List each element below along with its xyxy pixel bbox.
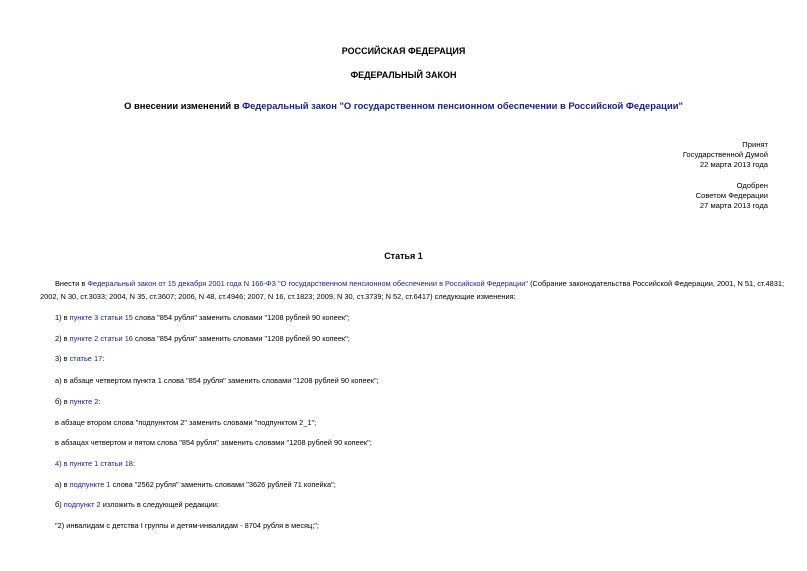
item-4-rest: :	[132, 459, 135, 468]
item-3-prefix: 3) в	[55, 354, 70, 363]
item-4b-link[interactable]: подпункт 2	[63, 500, 101, 509]
accepted-date: 22 марта 2013 года	[699, 160, 768, 169]
item-4b	[55, 500, 219, 509]
document-title-link[interactable]: Федеральный закон "О государственном пенсионном обеспечении в Российской Федерации"	[242, 100, 683, 111]
item-3b	[55, 397, 100, 406]
item-4a-rest: слова "2562 рубля" заменить словами "3626 рублей 71 копейка";	[110, 480, 336, 489]
accepted-label: Принят	[742, 140, 768, 149]
document-type-heading: ФЕДЕРАЛЬНЫЙ ЗАКОН	[350, 70, 457, 80]
article-intro-line2: 2002, N 30, ст.3033; 2004, N 35, ст.3607; 2006, N 48, ст.4946; 2007, N 16, ст.1823; 2009, N 30, ст.3739; N 52, ст.6417) следующие изменения:	[40, 292, 516, 301]
approved-label: Одобрен	[736, 181, 768, 190]
item-2-rest: слова "854 рубля" заменить словами "1208 рублей 90 копеек";	[132, 334, 350, 343]
item-4	[55, 459, 135, 468]
item-3b-para-1: в абзаце втором слова "подпунктом 2" заменить словами "подпунктом 2_1";	[55, 418, 317, 427]
item-1-rest: слова "854 рубля" заменить словами "1208 рублей 90 копеек";	[132, 313, 350, 322]
item-4-link[interactable]: 4) в пункте 1 статьи 18	[55, 459, 133, 468]
item-4b-rest: изложить в следующей редакции:	[100, 500, 219, 509]
item-3a: а) в абзаце четвертом пункта 1 слова "854 рубля" заменить словами "1208 рублей 90 копеек";	[55, 376, 379, 385]
item-3b-link[interactable]: пункте 2	[69, 397, 99, 406]
document-title	[0, 100, 807, 111]
accepted-by: Государственной Думой	[682, 150, 768, 159]
item-3-link[interactable]: статье 17	[69, 354, 103, 363]
item-4b-quote: "2) инвалидам с детства I группы и детям-инвалидам - 8704 рубля в месяц;";	[55, 521, 319, 530]
item-2	[55, 334, 350, 343]
intro-rest: (Собрание законодательства Российской Федерации, 2001, N 51, ст.4831;	[528, 279, 785, 288]
document-title-prefix: О внесении изменений в	[124, 100, 243, 111]
item-3-rest: :	[102, 354, 105, 363]
item-1	[55, 313, 350, 322]
item-4a-prefix: а) в	[55, 480, 70, 489]
item-3b-rest: :	[98, 397, 101, 406]
intro-prefix: Внести в	[55, 279, 88, 288]
adoption-approved	[696, 181, 768, 211]
item-1-link[interactable]: пункте 3 статьи 15	[69, 313, 133, 322]
article-heading: Статья 1	[384, 251, 423, 261]
item-1-prefix: 1) в	[55, 313, 70, 322]
approved-date: 27 марта 2013 года	[699, 201, 768, 210]
item-2-prefix: 2) в	[55, 334, 70, 343]
item-3b-para-2: в абзацах четвертом и пятом слова "854 рубля" заменить словами "1208 рублей 90 копеек";	[55, 438, 372, 447]
approved-by: Советом Федерации	[695, 191, 768, 200]
country-heading: РОССИЙСКАЯ ФЕДЕРАЦИЯ	[341, 46, 466, 56]
intro-law-link[interactable]: Федеральный закон от 15 декабря 2001 года N 166-ФЗ "О государственном пенсионном обеспечении в Российской Федерации"	[87, 279, 529, 288]
item-4a-link[interactable]: подпункте 1	[69, 480, 111, 489]
adoption-accepted	[683, 140, 768, 170]
item-2-link[interactable]: пункте 2 статьи 16	[69, 334, 133, 343]
item-4b-prefix: б)	[55, 500, 64, 509]
item-3	[55, 354, 104, 363]
item-4a	[55, 480, 336, 489]
item-3b-prefix: б) в	[55, 397, 70, 406]
article-intro-line1	[55, 279, 784, 288]
